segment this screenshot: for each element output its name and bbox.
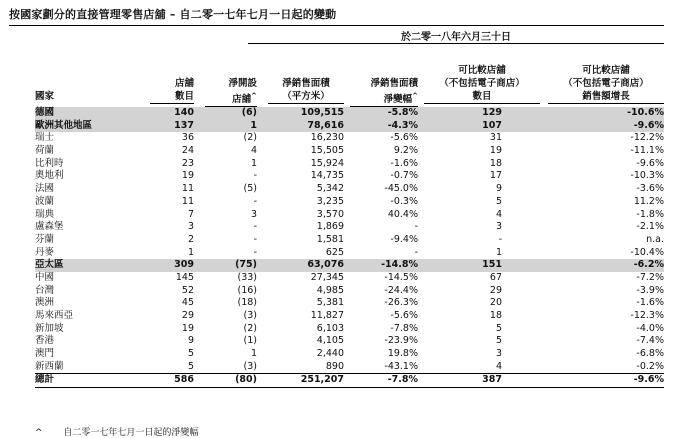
header-comp-line3: 數目 [424, 90, 540, 104]
store-count: 1 [187, 246, 194, 258]
country-name: 比利時 [35, 157, 64, 169]
country-name: 新加坡 [35, 322, 64, 334]
footnote [35, 425, 198, 438]
comparable-count: 17 [489, 170, 502, 182]
store-count: 145 [175, 271, 194, 283]
area-change: -26.3% [384, 297, 418, 309]
comparable-count: 1 [495, 246, 502, 258]
store-count: 19 [181, 322, 194, 334]
table-row [35, 234, 664, 247]
net-openings: (5) [243, 183, 257, 195]
country-name: 馬來西亞 [35, 310, 74, 321]
comparable-count: 20 [489, 297, 502, 309]
net-openings: 3 [250, 208, 257, 220]
country-name: 香港 [35, 335, 55, 347]
table-row [35, 285, 664, 298]
country-name: 荷蘭 [35, 145, 55, 157]
net-openings: (80) [235, 374, 257, 386]
country-name: 中國 [35, 271, 55, 283]
country-name: 波蘭 [35, 195, 55, 207]
sales-area: 15,505 [310, 145, 344, 157]
sales-area: 14,735 [310, 170, 344, 182]
net-openings: (33) [237, 271, 257, 283]
country-name: 總計 [35, 374, 55, 386]
comparable-count: 151 [482, 259, 502, 271]
comparable-count: 67 [489, 271, 502, 283]
header-comp-line1: 可比較店舖 [458, 65, 506, 76]
store-count: 19 [181, 170, 194, 182]
area-change: -4.3% [387, 119, 418, 131]
sales-area: 6,103 [316, 322, 344, 334]
comparable-growth: 11.2% [633, 195, 664, 207]
sales-area: 4,105 [316, 335, 344, 347]
store-count: 45 [181, 297, 194, 309]
header-comparable-stores [424, 64, 540, 104]
header-net-line2: 店舖^ [205, 90, 257, 107]
header-net-line1: 淨開設 [228, 78, 257, 89]
comparable-growth: -10.4% [630, 246, 664, 258]
comparable-growth: -0.2% [636, 360, 664, 372]
sales-area: 251,207 [300, 374, 344, 386]
table-row [35, 272, 664, 285]
area-change: 19.8% [387, 348, 418, 360]
table-row [35, 323, 664, 336]
header-comp-line2: （不包括電子商店） [439, 78, 525, 89]
comparable-growth: -3.6% [636, 183, 664, 195]
comparable-count: 31 [489, 132, 502, 144]
store-count: 137 [174, 119, 194, 131]
document-title: 按國家劃分的直接管理零售店舖 – 自二零一七年七月一日起的變動 [9, 8, 337, 21]
sales-area: 1,581 [316, 233, 344, 245]
area-change: -23.9% [384, 335, 418, 347]
sales-area: 16,230 [310, 132, 344, 144]
comparable-growth: -2.1% [636, 221, 664, 233]
net-openings: - [253, 195, 257, 207]
sales-area: 27,345 [310, 271, 344, 283]
header-compsales-line3: 銷售額增長 [548, 90, 664, 104]
net-openings: 1 [250, 157, 257, 169]
comparable-growth: -4.0% [636, 322, 664, 334]
region-row [35, 107, 664, 120]
net-openings: (18) [237, 297, 257, 309]
country-name: 瑞士 [35, 132, 55, 144]
store-count: 36 [181, 132, 194, 144]
comparable-count: 129 [482, 107, 502, 118]
table-row [35, 297, 664, 310]
country-name: 亞太區 [35, 259, 64, 271]
comparable-count: 107 [482, 119, 502, 131]
comparable-growth: -10.6% [627, 107, 664, 118]
store-count: 11 [181, 195, 194, 207]
header-compsales-line2: （不包括電子商店） [563, 78, 649, 89]
sales-area: 625 [325, 246, 344, 258]
store-count: 11 [181, 183, 194, 195]
sales-area: 63,076 [307, 259, 344, 271]
net-openings: (2) [243, 132, 257, 144]
header-sales-area [268, 77, 344, 104]
comparable-count: 5 [495, 195, 502, 207]
header-comparable-sales [548, 64, 664, 104]
footnote-mark: ^ [35, 428, 43, 438]
area-change: -5.6% [390, 310, 418, 321]
area-change: -7.8% [390, 322, 418, 334]
net-openings: (3) [243, 310, 257, 321]
header-area-change-line2: 淨變幅^ [350, 90, 418, 107]
comparable-count: 29 [489, 284, 502, 296]
comparable-count: - [498, 233, 502, 245]
net-openings: 1 [250, 119, 257, 131]
comparable-growth: -11.1% [630, 145, 664, 157]
store-count: 309 [174, 259, 194, 271]
table-row [35, 221, 664, 234]
net-openings: (3) [243, 360, 257, 372]
store-count: 140 [174, 107, 194, 118]
comparable-growth: -12.3% [630, 310, 664, 321]
table-row [35, 209, 664, 222]
store-count: 5 [187, 348, 194, 360]
area-change: 40.4% [387, 208, 418, 220]
header-compsales-line1: 可比較店舖 [582, 65, 630, 76]
net-openings: - [253, 221, 257, 233]
comparable-count: 4 [495, 360, 502, 372]
table-row [35, 132, 664, 145]
area-change: -43.1% [384, 360, 418, 372]
comparable-growth: -7.2% [636, 271, 664, 283]
country-name: 盧森堡 [35, 221, 64, 233]
comparable-growth: -1.6% [636, 297, 664, 309]
table-row [35, 310, 664, 323]
header-area-change-line1: 淨銷售面積 [370, 78, 418, 89]
sales-area: 5,381 [316, 297, 344, 309]
country-name: 新西蘭 [35, 360, 64, 372]
table-row [35, 183, 664, 196]
net-openings: (75) [235, 259, 257, 271]
period-heading: 於二零一八年六月三十日 [401, 32, 511, 43]
area-change: -14.8% [381, 259, 418, 271]
region-row [35, 120, 664, 133]
net-openings: (1) [243, 335, 257, 347]
net-openings: 1 [250, 348, 257, 360]
store-count: 586 [174, 374, 194, 386]
net-openings: (16) [237, 284, 257, 296]
comparable-count: 9 [495, 183, 502, 195]
header-country-label: 國家 [35, 91, 55, 102]
area-change: 9.2% [393, 145, 418, 157]
comparable-growth: -6.8% [636, 348, 664, 360]
net-openings: (2) [243, 322, 257, 334]
total-row [35, 373, 664, 388]
net-openings: - [253, 233, 257, 245]
comparable-count: 3 [495, 348, 502, 360]
net-openings: - [253, 170, 257, 182]
store-count: 24 [181, 145, 194, 157]
area-change: -0.3% [390, 195, 418, 207]
sales-area: 109,515 [300, 107, 344, 118]
header-stores [150, 77, 194, 104]
store-count: 9 [187, 335, 194, 347]
sales-area: 11,827 [310, 310, 344, 321]
table-row [35, 348, 664, 361]
country-name: 澳洲 [35, 297, 55, 309]
store-count: 2 [187, 233, 194, 245]
net-openings: 4 [250, 145, 257, 157]
table-row [35, 361, 664, 374]
net-openings: (6) [241, 107, 257, 118]
country-name: 瑞典 [35, 208, 55, 220]
sales-area: 3,235 [316, 195, 344, 207]
net-openings: - [253, 246, 257, 258]
title-divider [9, 25, 664, 26]
country-name: 奧地利 [35, 170, 64, 182]
sales-area: 5,342 [316, 183, 344, 195]
store-count: 5 [187, 360, 194, 372]
comparable-count: 18 [489, 157, 502, 169]
comparable-growth: -10.3% [630, 170, 664, 182]
period-divider [248, 43, 664, 44]
comparable-count: 4 [495, 208, 502, 220]
country-name: 芬蘭 [35, 233, 55, 245]
area-change: -1.6% [390, 157, 418, 169]
comparable-growth: -7.4% [636, 335, 664, 347]
area-change: -5.6% [390, 132, 418, 144]
header-area-change [350, 77, 418, 107]
area-change: -5.8% [387, 107, 418, 118]
table-row [35, 170, 664, 183]
table-row [35, 196, 664, 209]
sales-area: 1,869 [316, 221, 344, 233]
store-count: 3 [187, 221, 194, 233]
header-net-openings [205, 77, 257, 107]
header-stores-line2: 數目 [150, 90, 194, 104]
comparable-count: 18 [489, 310, 502, 321]
country-name: 歐洲其他地區 [35, 119, 93, 131]
sales-area: 3,570 [316, 208, 344, 220]
area-change: -14.5% [384, 271, 418, 283]
comparable-growth: -9.6% [633, 119, 664, 131]
store-count: 7 [187, 208, 194, 220]
area-change: -0.7% [390, 170, 418, 182]
comparable-count: 19 [489, 145, 502, 157]
country-name: 台灣 [35, 284, 55, 296]
header-area-line1: 淨銷售面積 [282, 78, 330, 89]
country-name: 德國 [35, 107, 55, 118]
store-count: 29 [181, 310, 194, 321]
header-country [35, 90, 54, 103]
stores-table [35, 107, 664, 388]
store-count: 52 [181, 284, 194, 296]
sales-area: 78,616 [307, 119, 344, 131]
comparable-growth: -1.8% [636, 208, 664, 220]
comparable-count: 3 [495, 221, 502, 233]
sales-area: 4,985 [316, 284, 344, 296]
table-row [35, 335, 664, 348]
comparable-growth: -9.6% [636, 157, 664, 169]
comparable-growth: -9.6% [633, 374, 664, 386]
sales-area: 890 [325, 360, 344, 372]
header-stores-line1: 店舖 [174, 78, 194, 89]
area-change: - [414, 246, 418, 258]
region-row [35, 259, 664, 272]
table-row [35, 158, 664, 171]
footnote-text: 自二零一七年七月一日起的淨變幅 [63, 428, 199, 438]
sales-area: 2,440 [316, 348, 344, 360]
comparable-growth: -12.2% [630, 132, 664, 144]
table-row [35, 145, 664, 158]
area-change: - [414, 221, 418, 233]
comparable-count: 5 [495, 322, 502, 334]
comparable-count: 387 [482, 374, 502, 386]
comparable-count: 5 [495, 335, 502, 347]
country-name: 丹麥 [35, 246, 55, 258]
table-row [35, 247, 664, 260]
comparable-growth: n.a. [646, 233, 664, 245]
country-name: 法國 [35, 183, 55, 195]
sales-area: 15,924 [310, 157, 344, 169]
comparable-growth: -6.2% [633, 259, 664, 271]
store-count: 23 [181, 157, 194, 169]
area-change: -7.8% [387, 374, 418, 386]
country-name: 澳門 [35, 348, 55, 360]
area-change: -9.4% [390, 233, 418, 245]
area-change: -45.0% [384, 183, 418, 195]
comparable-growth: -3.9% [636, 284, 664, 296]
header-area-line2: （平方米） [268, 90, 344, 104]
area-change: -24.4% [384, 284, 418, 296]
